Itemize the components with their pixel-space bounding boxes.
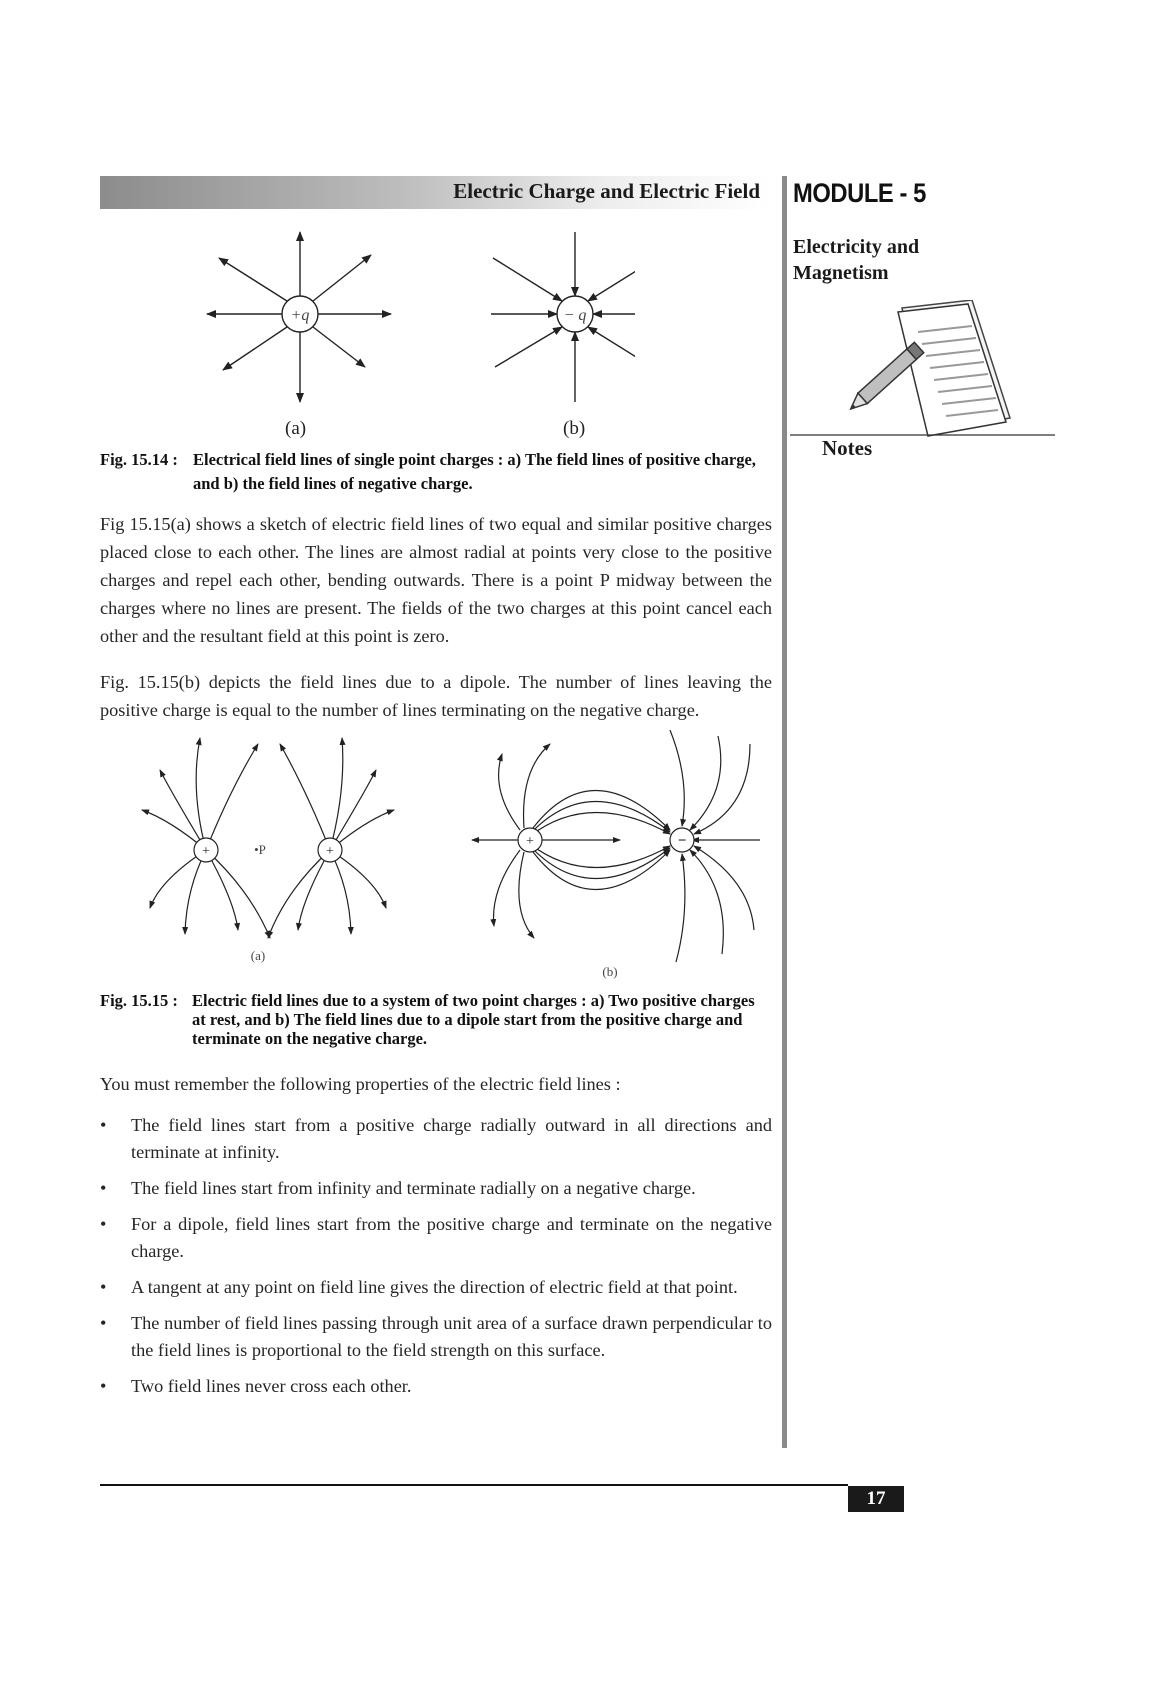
two-positive-charges-field-lines [142,738,394,938]
figure-15-15-caption-text: Electric field lines due to a system of two point charges : a) Two positive charges at rest, and b) The field lines due to a dipole start from the positive charge and terminate on the negative charge. [192,991,755,1048]
figure-15-15-caption [100,991,772,1048]
footer-rule [100,1484,848,1486]
list-item: • Two field lines never cross each other. [100,1376,412,1396]
negative-charge-label: − q [563,307,587,324]
figure-15-14-caption-text: Electrical field lines of single point charges : a) The field lines of positive charge, and b) the field lines of negative charge. [193,450,756,493]
list-item: • A tangent at any point on field line gives the direction of electric field at that point. [100,1277,738,1297]
figure-15-15-caption-number: Fig. 15.15 : [100,991,178,1010]
figure-15-15-label-b: (b) [602,964,618,979]
module-subtitle: Electricity and Magnetism [793,236,920,284]
paragraph-properties-intro: You must remember the following properties of the electric field lines : [100,1074,621,1094]
chapter-header-bar [100,176,770,209]
notes-label: Notes [822,436,873,460]
figure-15-15-label-a: (a) [250,948,266,963]
figure-15-14-label-b: (b) [563,418,586,439]
figure-15-14-caption [100,448,772,496]
list-item: • For a dipole, field lines start from the positive charge and terminate on the negative charge. [100,1214,772,1261]
positive-charge-left-label: + [202,844,210,859]
sidebar-divider [782,176,787,1448]
figure-15-14-label-a: (a) [285,418,307,439]
paragraph-field-lines-two-charges: Fig 15.15(a) shows a sketch of electric field lines of two equal and similar positive charges placed close to each other. The lines are almost radial at points very close to the positive charges and repel each other, bending outwards. There is a point P midway between the charges where no lines are present. The fields of the two charges at this point cancel each other and the resultant field at this point is zero. [100,514,772,646]
figure-15-14-caption-number: Fig. 15.14 : [100,450,178,469]
dipole-positive-label: + [526,834,534,849]
page-number: 17 [848,1486,904,1512]
chapter-title: Electric Charge and Electric Field [453,179,760,203]
dipole-negative-label: − [677,833,687,849]
point-p-label: •P [254,842,266,857]
figure-15-14-diagram [195,222,635,427]
figure-15-15-diagram [130,730,770,980]
list-item: • The number of field lines passing through unit area of a surface drawn perpendicular to the field lines is proportional to the field strength on this surface. [100,1313,772,1360]
module-title: MODULE - 5 [793,178,926,208]
paragraph-dipole: Fig. 15.15(b) depicts the field lines due to a dipole. The number of lines leaving the positive charge is equal to the number of lines terminating on the negative charge. [100,672,772,720]
list-item: • The field lines start from a positive charge radially outward in all directions and terminate at infinity. [100,1115,772,1162]
field-line-properties-list [100,1112,772,1409]
list-item: • The field lines start from infinity and terminate radially on a negative charge. [100,1178,696,1198]
positive-charge-right-label: + [326,844,334,859]
positive-charge-label: +q [290,307,310,324]
dipole-field-lines [472,730,760,962]
